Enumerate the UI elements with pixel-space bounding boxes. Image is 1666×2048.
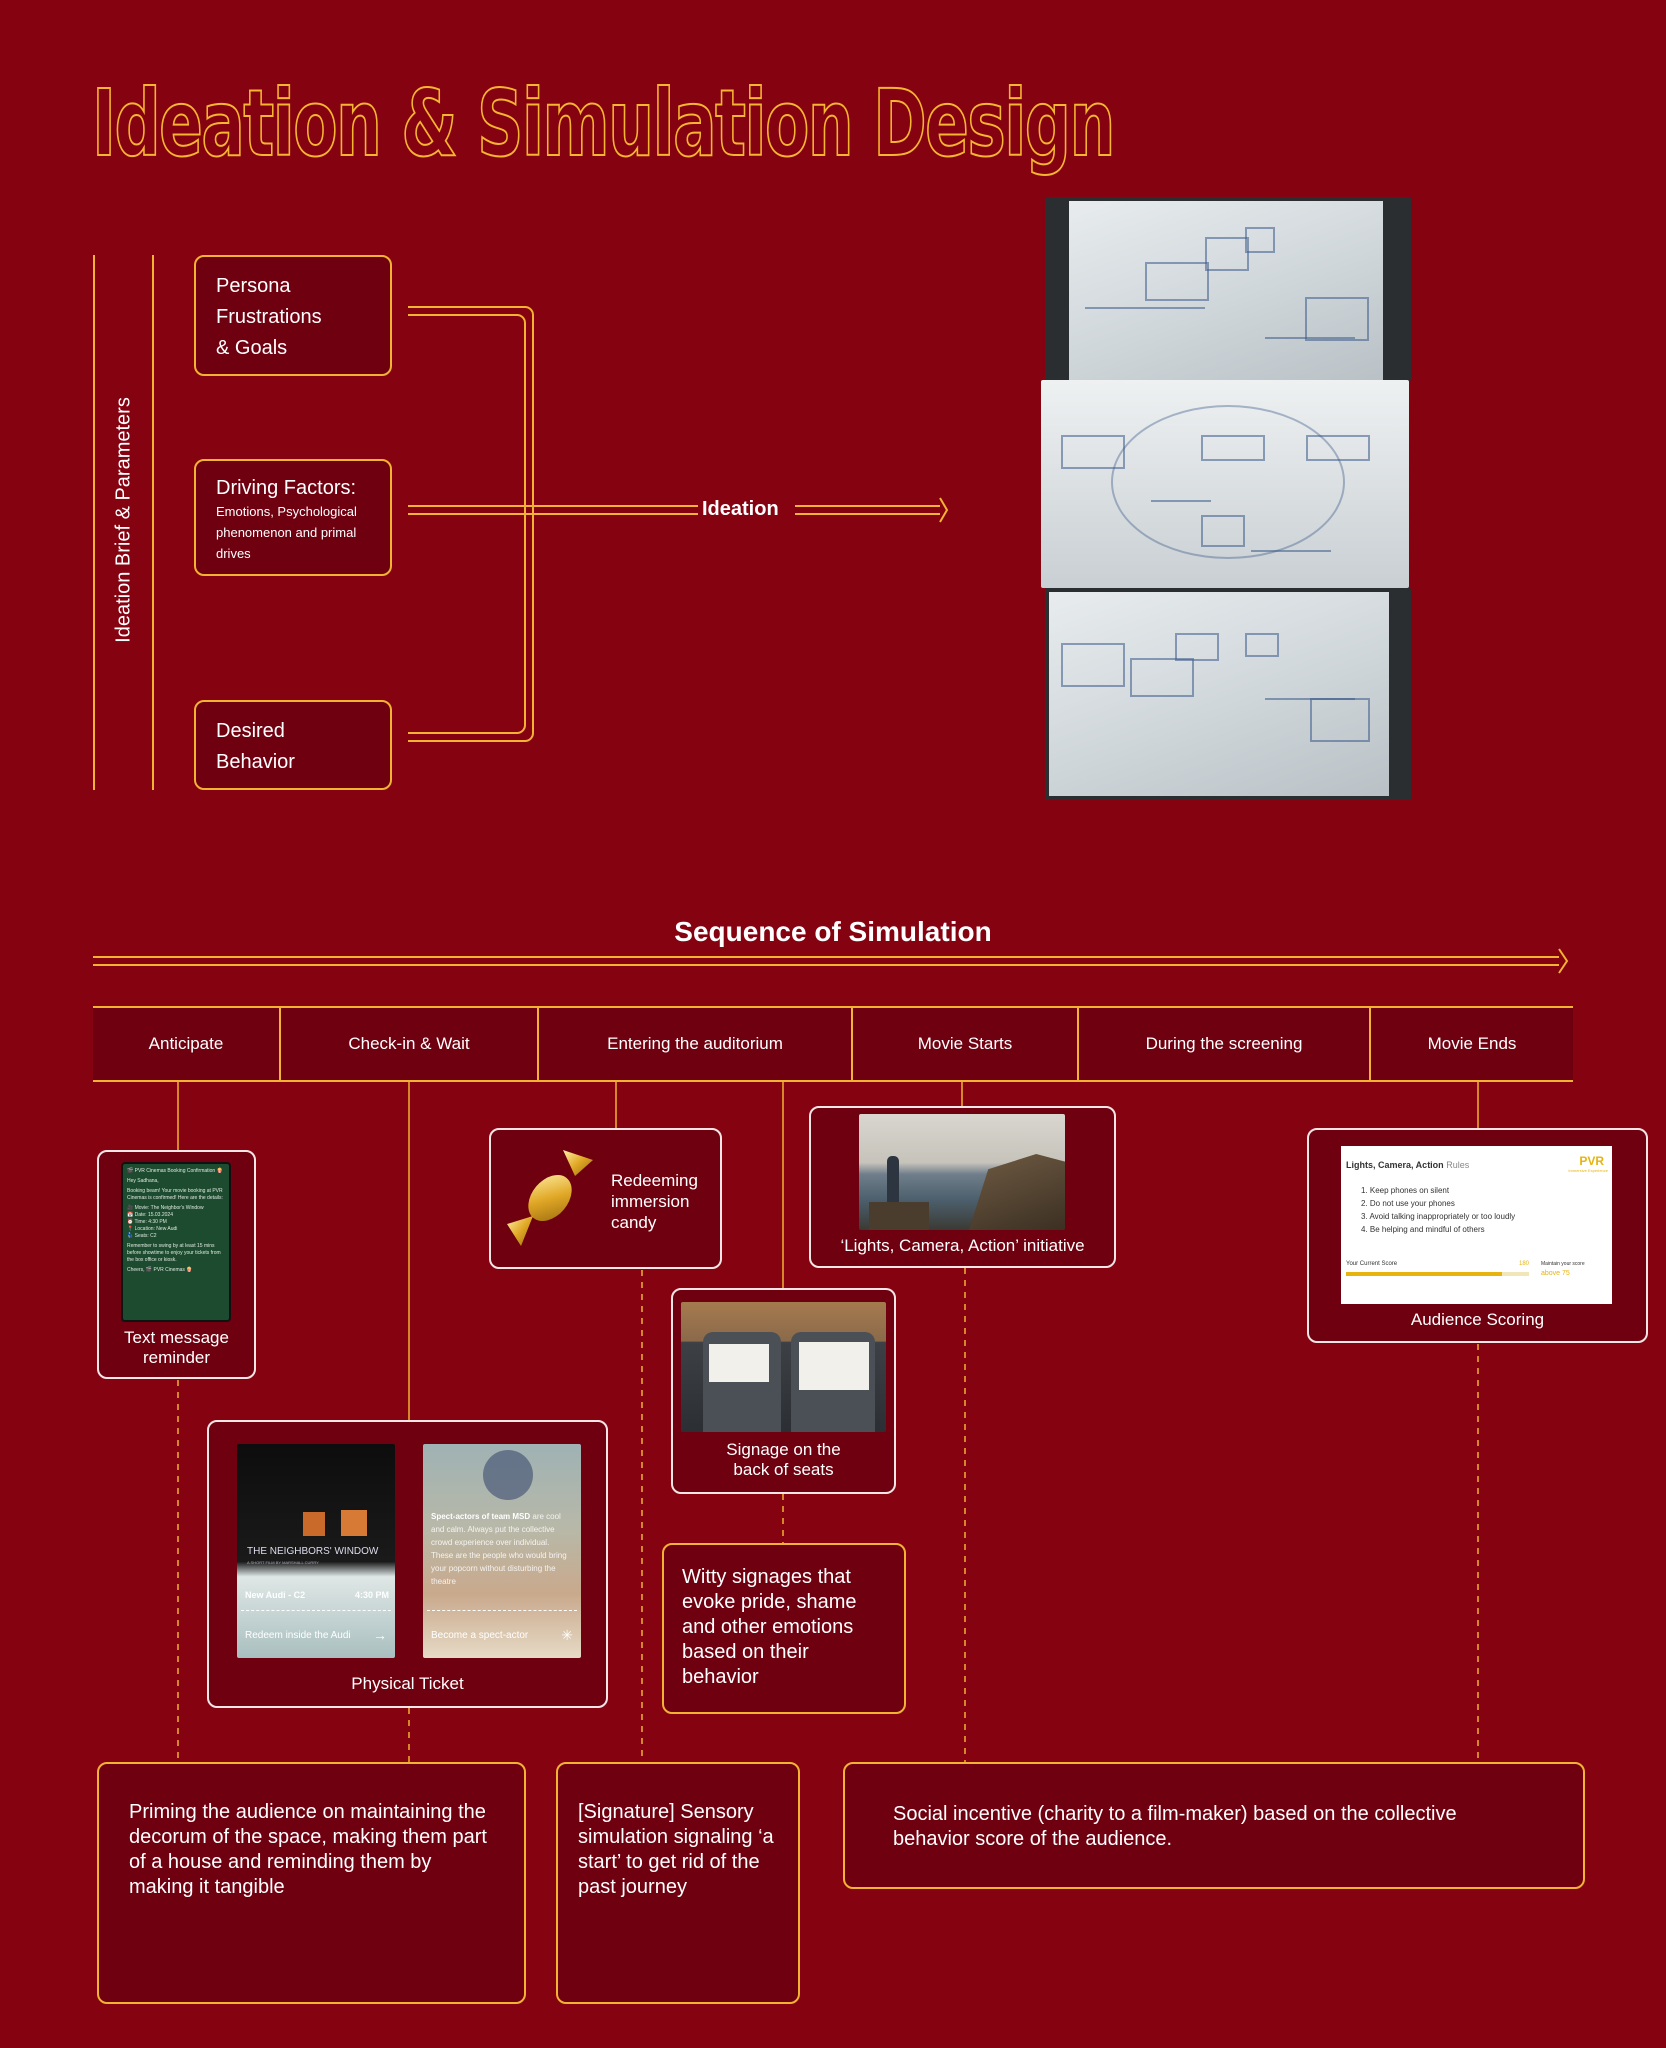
page-title: Ideation & Simulation Design (92, 70, 1114, 177)
persona-line1: Persona (216, 275, 291, 297)
ticket-1-audi: New Audi - C2 (245, 1590, 306, 1600)
ticket-1-sub: A SHORT FILM BY MARSHALL CURRY (247, 1560, 319, 1565)
ticket-2-redeem: Become a spect-actor (431, 1630, 529, 1641)
score-brand: PVR (1579, 1154, 1604, 1168)
desired-behavior-line1: Desired (216, 720, 285, 742)
sparkle-icon: ✳ (561, 1627, 573, 1643)
score-maintain-label: Maintain your score (1541, 1261, 1585, 1267)
ideation-brief-label: Ideation Brief & Parameters (112, 397, 135, 643)
sequence-heading: Sequence of Simulation (674, 916, 992, 947)
phase-during-screening: During the screening (1079, 1008, 1371, 1080)
signage-card (671, 1288, 896, 1494)
score-maintain-value: above 75 (1541, 1270, 1570, 1277)
candy-card (489, 1128, 722, 1269)
arrow-right-icon: → (373, 1627, 387, 1643)
phone-message (121, 1162, 231, 1322)
phase-check-in: Check-in & Wait (281, 1008, 539, 1080)
score-bar-track (1346, 1272, 1529, 1276)
bottom-box-social (843, 1762, 1585, 1889)
phone-msg-movie: 🎥 Movie: The Neighbor's Window (127, 1205, 204, 1211)
phone-msg-greeting: Hey Sadhana, (127, 1178, 159, 1184)
phone-msg-time: ⏰ Time: 4:30 PM (127, 1219, 167, 1225)
score-screen (1341, 1146, 1612, 1304)
phone-msg-reminder: Remember to swing by at least 15 mins before showtime to enjoy your tickets from the box office or kiosk. (127, 1243, 221, 1263)
driving-factors-line3: drives (216, 546, 251, 561)
sensory-text: [Signature] Sensory simulation signaling ‘a start’ to get rid of the past journey (578, 1801, 774, 1898)
phone-msg-sign: Cheers, 🎬 PVR Cinemas 🍿 (127, 1267, 193, 1273)
bottom-box-sensory (556, 1762, 800, 2004)
candy-line1: Redeeming (611, 1171, 698, 1190)
driving-factors-heading: Driving Factors: (216, 477, 357, 499)
physical-ticket-card (207, 1420, 608, 1708)
lights-camera-action-card (809, 1106, 1116, 1268)
candy-icon (505, 1146, 595, 1250)
witty-signages-text: Witty signages that evoke pride, shame and other emotions based on their behavior (682, 1566, 857, 1688)
witty-signages-card (662, 1543, 906, 1714)
bottom-box-priming (97, 1762, 526, 2004)
ticket-2-bold: Spect-actors of team MSD (431, 1512, 531, 1521)
audience-scoring-card (1307, 1128, 1648, 1343)
priming-text: Priming the audience on maintaining the decorum of the space, making them part of a house and reminding them by making it tangible (129, 1801, 487, 1898)
ticket-1-time: 4:30 PM (354, 1590, 389, 1600)
phase-movie-starts: Movie Starts (853, 1008, 1079, 1080)
text-reminder-card (97, 1150, 256, 1379)
driving-factors-line1: Emotions, Psychological (216, 504, 357, 519)
score-bar-fill (1346, 1272, 1502, 1276)
signage-line2: back of seats (733, 1460, 834, 1479)
score-rules-suffix: Rules (1446, 1160, 1470, 1170)
phone-msg-location: 📍 Location: New Audi (127, 1226, 178, 1232)
persona-line2: Frustrations (216, 306, 322, 328)
desired-behavior-line2: Behavior (216, 751, 295, 773)
score-rule-4: 4. Be helping and mindful of others (1361, 1225, 1485, 1234)
phone-msg-seats: 💺 Seats: C2 (127, 1233, 157, 1239)
social-incentive-text: Social incentive (charity to a film-maker) based on the collective behavior score of the audience. (893, 1803, 1457, 1850)
phone-msg-date: 📅 Date: 15.03.2024 (127, 1212, 173, 1218)
score-rule-2: 2. Do not use your phones (1361, 1199, 1455, 1208)
candy-line3: candy (611, 1213, 657, 1232)
ticket-1-redeem: Redeem inside the Audi (245, 1630, 351, 1641)
score-rules-title: Lights, Camera, Action (1346, 1160, 1444, 1170)
seat-signage-photo (681, 1302, 886, 1432)
phase-anticipate: Anticipate (93, 1008, 281, 1080)
phase-entering-auditorium: Entering the auditorium (539, 1008, 853, 1080)
lca-caption: ‘Lights, Camera, Action’ initiative (840, 1236, 1085, 1255)
signage-line1: Signage on the (726, 1440, 841, 1459)
phone-msg-body: Booking beam! Your movie booking at PVR Cinemas is confirmed! Here are the details: (127, 1188, 223, 1201)
score-rule-1: 1. Keep phones on silent (1361, 1186, 1450, 1195)
score-brand-sub: Immersive Experience (1568, 1168, 1608, 1173)
text-reminder-line2: reminder (142, 1348, 211, 1367)
phone-msg-header: 🎬 PVR Cinemas Booking Confirmation 🍿 (127, 1168, 223, 1174)
candy-line2: immersion (611, 1192, 690, 1211)
audience-scoring-caption: Audience Scoring (1410, 1310, 1545, 1329)
ideation-label: Ideation (702, 498, 779, 520)
persona-line3: & Goals (216, 337, 288, 359)
ticket-2-text: are cool and calm. Always put the collective crowd experience over individual. These are the people who would bring your popcorn without disturbing the theatre (431, 1512, 567, 1586)
ticket-2 (423, 1444, 581, 1658)
score-rule-3: 3. Avoid talking inappropriately or too loudly (1361, 1212, 1516, 1221)
phase-movie-ends: Movie Ends (1427, 1034, 1517, 1053)
text-reminder-line1: Text message (124, 1328, 229, 1347)
score-label: Your Current Score (1346, 1261, 1398, 1267)
ticket-1 (237, 1444, 395, 1658)
driving-factors-line2: phenomenon and primal (216, 525, 357, 540)
physical-ticket-caption: Physical Ticket (351, 1674, 464, 1693)
score-value: 180 (1519, 1261, 1530, 1267)
coast-photo (859, 1114, 1065, 1230)
ticket-1-title: THE NEIGHBORS' WINDOW (247, 1546, 379, 1557)
